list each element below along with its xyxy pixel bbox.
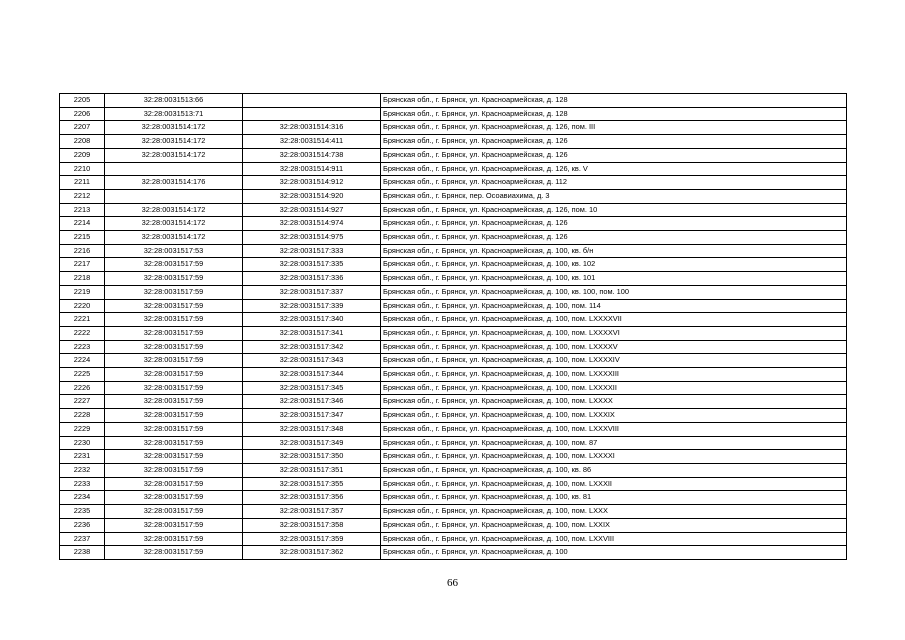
- land-cadastral-number-cell: 32:28:0031514:172: [105, 135, 243, 149]
- object-cadastral-number-cell: 32:28:0031517:356: [243, 491, 381, 505]
- address-cell: Брянская обл., г. Брянск, ул. Красноармейская, д. 100, кв. б/н: [381, 244, 847, 258]
- row-number-cell: 2217: [60, 258, 105, 272]
- table-row: [60, 409, 847, 423]
- table-row: [60, 326, 847, 340]
- table-row: [60, 450, 847, 464]
- row-number-cell: 2230: [60, 436, 105, 450]
- table-row: [60, 368, 847, 382]
- object-cadastral-number-cell: 32:28:0031517:340: [243, 313, 381, 327]
- row-number-cell: 2225: [60, 368, 105, 382]
- land-cadastral-number-cell: 32:28:0031517:59: [105, 313, 243, 327]
- table-row: [60, 354, 847, 368]
- address-cell: Брянская обл., г. Брянск, ул. Красноармейская, д. 126: [381, 148, 847, 162]
- object-cadastral-number-cell: 32:28:0031517:358: [243, 518, 381, 532]
- object-cadastral-number-cell: 32:28:0031517:357: [243, 505, 381, 519]
- land-cadastral-number-cell: 32:28:0031514:172: [105, 121, 243, 135]
- row-number-cell: 2208: [60, 135, 105, 149]
- row-number-cell: 2211: [60, 176, 105, 190]
- row-number-cell: 2226: [60, 381, 105, 395]
- row-number-cell: 2222: [60, 326, 105, 340]
- table-row: [60, 381, 847, 395]
- address-cell: Брянская обл., г. Брянск, ул. Красноармейская, д. 100, пом. LXXXXI: [381, 450, 847, 464]
- address-cell: Брянская обл., г. Брянск, ул. Красноармейская, д. 126, пом. III: [381, 121, 847, 135]
- land-cadastral-number-cell: [105, 162, 243, 176]
- table-row: [60, 532, 847, 546]
- object-cadastral-number-cell: [243, 94, 381, 108]
- table-row: [60, 107, 847, 121]
- table-row: [60, 203, 847, 217]
- address-cell: Брянская обл., г. Брянск, ул. Красноармейская, д. 100, пом. LXXXXVII: [381, 313, 847, 327]
- land-cadastral-number-cell: 32:28:0031517:59: [105, 546, 243, 560]
- table-row: [60, 162, 847, 176]
- table-row: [60, 285, 847, 299]
- table-row: [60, 491, 847, 505]
- address-cell: Брянская обл., г. Брянск, ул. Красноармейская, д. 100: [381, 546, 847, 560]
- land-cadastral-number-cell: 32:28:0031517:59: [105, 381, 243, 395]
- table-row: [60, 395, 847, 409]
- land-cadastral-number-cell: 32:28:0031517:59: [105, 258, 243, 272]
- row-number-cell: 2235: [60, 505, 105, 519]
- row-number-cell: 2212: [60, 189, 105, 203]
- object-cadastral-number-cell: 32:28:0031517:359: [243, 532, 381, 546]
- address-cell: Брянская обл., г. Брянск, ул. Красноармейская, д. 126, пом. 10: [381, 203, 847, 217]
- land-cadastral-number-cell: 32:28:0031513:71: [105, 107, 243, 121]
- table-row: [60, 505, 847, 519]
- address-cell: Брянская обл., г. Брянск, ул. Красноармейская, д. 100, пом. LXXXXIV: [381, 354, 847, 368]
- object-cadastral-number-cell: 32:28:0031514:912: [243, 176, 381, 190]
- object-cadastral-number-cell: 32:28:0031517:333: [243, 244, 381, 258]
- table-row: [60, 189, 847, 203]
- object-cadastral-number-cell: 32:28:0031514:911: [243, 162, 381, 176]
- row-number-cell: 2227: [60, 395, 105, 409]
- row-number-cell: 2223: [60, 340, 105, 354]
- address-cell: Брянская обл., г. Брянск, ул. Красноармейская, д. 100, пом. 87: [381, 436, 847, 450]
- row-number-cell: 2209: [60, 148, 105, 162]
- object-cadastral-number-cell: 32:28:0031517:343: [243, 354, 381, 368]
- row-number-cell: 2219: [60, 285, 105, 299]
- table-row: [60, 94, 847, 108]
- land-cadastral-number-cell: 32:28:0031517:53: [105, 244, 243, 258]
- address-cell: Брянская обл., г. Брянск, ул. Красноармейская, д. 100, пом. LXXXVIII: [381, 422, 847, 436]
- land-cadastral-number-cell: 32:28:0031517:59: [105, 340, 243, 354]
- object-cadastral-number-cell: 32:28:0031517:346: [243, 395, 381, 409]
- row-number-cell: 2224: [60, 354, 105, 368]
- address-cell: Брянская обл., г. Брянск, ул. Красноармейская, д. 100, пом. LXXXXII: [381, 381, 847, 395]
- row-number-cell: 2228: [60, 409, 105, 423]
- object-cadastral-number-cell: 32:28:0031517:339: [243, 299, 381, 313]
- row-number-cell: 2238: [60, 546, 105, 560]
- row-number-cell: 2218: [60, 272, 105, 286]
- row-number-cell: 2205: [60, 94, 105, 108]
- land-cadastral-number-cell: 32:28:0031517:59: [105, 368, 243, 382]
- address-cell: Брянская обл., г. Брянск, ул. Красноармейская, д. 128: [381, 94, 847, 108]
- address-cell: Брянская обл., г. Брянск, ул. Красноармейская, д. 100, кв. 81: [381, 491, 847, 505]
- land-cadastral-number-cell: 32:28:0031517:59: [105, 395, 243, 409]
- table-row: [60, 313, 847, 327]
- address-cell: Брянская обл., г. Брянск, ул. Красноармейская, д. 126: [381, 217, 847, 231]
- object-cadastral-number-cell: 32:28:0031517:337: [243, 285, 381, 299]
- row-number-cell: 2220: [60, 299, 105, 313]
- land-cadastral-number-cell: 32:28:0031517:59: [105, 450, 243, 464]
- land-cadastral-number-cell: 32:28:0031517:59: [105, 463, 243, 477]
- land-cadastral-number-cell: 32:28:0031517:59: [105, 422, 243, 436]
- land-cadastral-number-cell: [105, 189, 243, 203]
- table-row: [60, 135, 847, 149]
- object-cadastral-number-cell: 32:28:0031517:347: [243, 409, 381, 423]
- land-cadastral-number-cell: 32:28:0031517:59: [105, 354, 243, 368]
- address-cell: Брянская обл., г. Брянск, ул. Красноармейская, д. 100, пом. LXXXXIII: [381, 368, 847, 382]
- row-number-cell: 2236: [60, 518, 105, 532]
- table-row: [60, 463, 847, 477]
- row-number-cell: 2221: [60, 313, 105, 327]
- table-row: [60, 340, 847, 354]
- address-cell: Брянская обл., г. Брянск, ул. Красноармейская, д. 100, пом. LXXXII: [381, 477, 847, 491]
- object-cadastral-number-cell: 32:28:0031517:344: [243, 368, 381, 382]
- table-row: [60, 422, 847, 436]
- object-cadastral-number-cell: 32:28:0031517:345: [243, 381, 381, 395]
- land-cadastral-number-cell: 32:28:0031517:59: [105, 532, 243, 546]
- registry-table-body: [60, 94, 847, 560]
- object-cadastral-number-cell: 32:28:0031517:351: [243, 463, 381, 477]
- address-cell: Брянская обл., г. Брянск, ул. Красноармейская, д. 126: [381, 231, 847, 245]
- table-row: [60, 217, 847, 231]
- address-cell: Брянская обл., г. Брянск, ул. Красноармейская, д. 112: [381, 176, 847, 190]
- object-cadastral-number-cell: 32:28:0031514:927: [243, 203, 381, 217]
- table-row: [60, 272, 847, 286]
- object-cadastral-number-cell: 32:28:0031517:335: [243, 258, 381, 272]
- object-cadastral-number-cell: 32:28:0031517:350: [243, 450, 381, 464]
- table-row: [60, 518, 847, 532]
- object-cadastral-number-cell: 32:28:0031517:349: [243, 436, 381, 450]
- address-cell: Брянская обл., г. Брянск, ул. Красноармейская, д. 100, пом. LXXXXVI: [381, 326, 847, 340]
- address-cell: Брянская обл., г. Брянск, ул. Красноармейская, д. 100, пом. LXXVIII: [381, 532, 847, 546]
- land-cadastral-number-cell: 32:28:0031514:172: [105, 217, 243, 231]
- row-number-cell: 2234: [60, 491, 105, 505]
- row-number-cell: 2206: [60, 107, 105, 121]
- table-row: [60, 231, 847, 245]
- address-cell: Брянская обл., г. Брянск, ул. Красноармейская, д. 100, пом. LXXIX: [381, 518, 847, 532]
- object-cadastral-number-cell: 32:28:0031517:355: [243, 477, 381, 491]
- object-cadastral-number-cell: 32:28:0031517:336: [243, 272, 381, 286]
- row-number-cell: 2215: [60, 231, 105, 245]
- address-cell: Брянская обл., г. Брянск, ул. Красноармейская, д. 100, пом. LXXXXV: [381, 340, 847, 354]
- land-cadastral-number-cell: 32:28:0031517:59: [105, 272, 243, 286]
- land-cadastral-number-cell: 32:28:0031514:172: [105, 231, 243, 245]
- row-number-cell: 2213: [60, 203, 105, 217]
- object-cadastral-number-cell: 32:28:0031514:411: [243, 135, 381, 149]
- address-cell: Брянская обл., г. Брянск, ул. Красноармейская, д. 100, кв. 100, пом. 100: [381, 285, 847, 299]
- land-cadastral-number-cell: 32:28:0031517:59: [105, 436, 243, 450]
- table-row: [60, 477, 847, 491]
- address-cell: Брянская обл., г. Брянск, ул. Красноармейская, д. 100, кв. 86: [381, 463, 847, 477]
- address-cell: Брянская обл., г. Брянск, ул. Красноармейская, д. 100, пом. 114: [381, 299, 847, 313]
- address-cell: Брянская обл., г. Брянск, ул. Красноармейская, д. 100, кв. 102: [381, 258, 847, 272]
- address-cell: Брянская обл., г. Брянск, ул. Красноармейская, д. 100, кв. 101: [381, 272, 847, 286]
- row-number-cell: 2207: [60, 121, 105, 135]
- address-cell: Брянская обл., г. Брянск, ул. Красноармейская, д. 100, пом. LXXXIX: [381, 409, 847, 423]
- row-number-cell: 2210: [60, 162, 105, 176]
- land-cadastral-number-cell: 32:28:0031517:59: [105, 409, 243, 423]
- land-cadastral-number-cell: 32:28:0031514:176: [105, 176, 243, 190]
- land-cadastral-number-cell: 32:28:0031517:59: [105, 285, 243, 299]
- table-row: [60, 148, 847, 162]
- row-number-cell: 2237: [60, 532, 105, 546]
- row-number-cell: 2229: [60, 422, 105, 436]
- address-cell: Брянская обл., г. Брянск, ул. Красноармейская, д. 100, пом. LXXX: [381, 505, 847, 519]
- object-cadastral-number-cell: 32:28:0031514:975: [243, 231, 381, 245]
- object-cadastral-number-cell: 32:28:0031517:362: [243, 546, 381, 560]
- table-row: [60, 299, 847, 313]
- address-cell: Брянская обл., г. Брянск, пер. Осоавиахима, д. 3: [381, 189, 847, 203]
- object-cadastral-number-cell: 32:28:0031517:348: [243, 422, 381, 436]
- row-number-cell: 2214: [60, 217, 105, 231]
- land-cadastral-number-cell: 32:28:0031514:172: [105, 148, 243, 162]
- land-cadastral-number-cell: 32:28:0031517:59: [105, 477, 243, 491]
- row-number-cell: 2216: [60, 244, 105, 258]
- object-cadastral-number-cell: 32:28:0031517:342: [243, 340, 381, 354]
- table-row: [60, 546, 847, 560]
- table-row: [60, 176, 847, 190]
- registry-table: [59, 93, 847, 560]
- address-cell: Брянская обл., г. Брянск, ул. Красноармейская, д. 126, кв. V: [381, 162, 847, 176]
- land-cadastral-number-cell: 32:28:0031514:172: [105, 203, 243, 217]
- land-cadastral-number-cell: 32:28:0031517:59: [105, 326, 243, 340]
- page-number: 66: [447, 577, 458, 589]
- land-cadastral-number-cell: 32:28:0031517:59: [105, 491, 243, 505]
- table-row: [60, 436, 847, 450]
- object-cadastral-number-cell: 32:28:0031514:920: [243, 189, 381, 203]
- table-row: [60, 121, 847, 135]
- row-number-cell: 2231: [60, 450, 105, 464]
- land-cadastral-number-cell: 32:28:0031513:66: [105, 94, 243, 108]
- table-row: [60, 244, 847, 258]
- address-cell: Брянская обл., г. Брянск, ул. Красноармейская, д. 128: [381, 107, 847, 121]
- row-number-cell: 2233: [60, 477, 105, 491]
- object-cadastral-number-cell: [243, 107, 381, 121]
- object-cadastral-number-cell: 32:28:0031514:974: [243, 217, 381, 231]
- object-cadastral-number-cell: 32:28:0031514:316: [243, 121, 381, 135]
- table-row: [60, 258, 847, 272]
- land-cadastral-number-cell: 32:28:0031517:59: [105, 518, 243, 532]
- object-cadastral-number-cell: 32:28:0031517:341: [243, 326, 381, 340]
- address-cell: Брянская обл., г. Брянск, ул. Красноармейская, д. 126: [381, 135, 847, 149]
- row-number-cell: 2232: [60, 463, 105, 477]
- address-cell: Брянская обл., г. Брянск, ул. Красноармейская, д. 100, пом. LXXXX: [381, 395, 847, 409]
- land-cadastral-number-cell: 32:28:0031517:59: [105, 299, 243, 313]
- object-cadastral-number-cell: 32:28:0031514:738: [243, 148, 381, 162]
- land-cadastral-number-cell: 32:28:0031517:59: [105, 505, 243, 519]
